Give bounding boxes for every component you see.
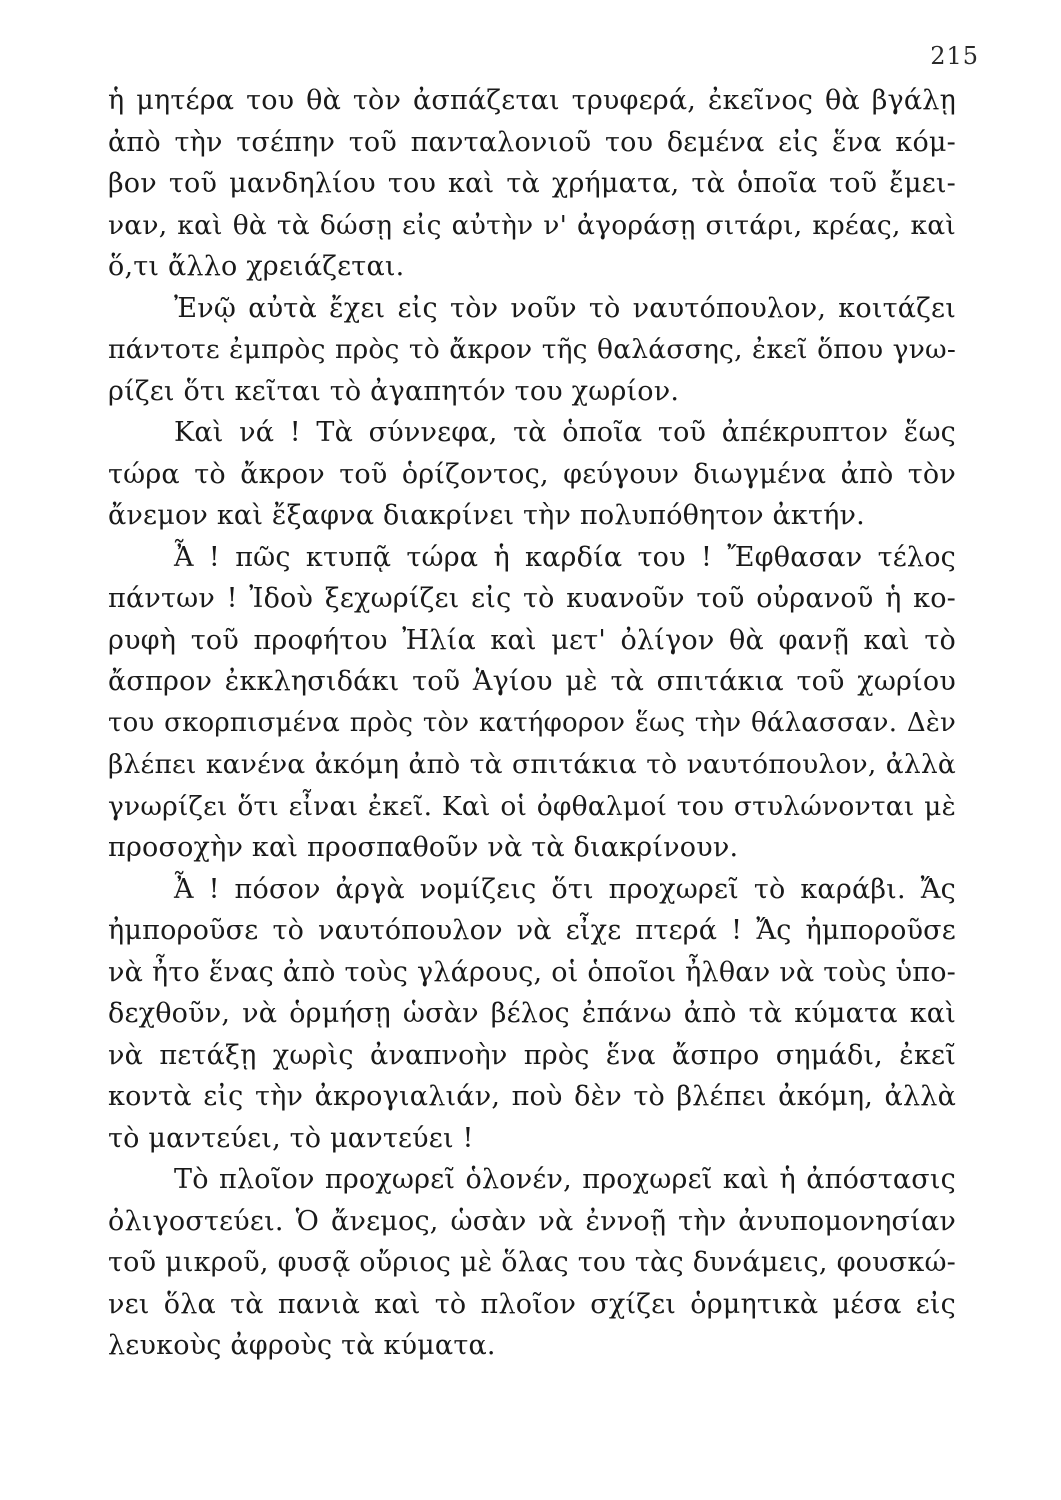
text-line: τώρα τὸ ἄκρον τοῦ ὁρίζοντος, φεύγουν διωγμένα ἀπὸ τὸν	[108, 458, 956, 490]
text-line: ρυφὴ τοῦ προφήτου Ἠλία καὶ μετ' ὀλίγον θὰ φανῇ καὶ τὸ	[108, 624, 956, 656]
text-line: ὅ,τι ἄλλο χρειάζεται.	[108, 251, 405, 282]
text-line: Ἆ ! πόσον ἀργὰ νομίζεις ὅτι προχωρεῖ τὸ καράβι. Ἄς	[174, 873, 956, 905]
text-line: λευκοὺς ἀφροὺς τὰ κύματα.	[108, 1330, 496, 1361]
body-text	[108, 80, 956, 1367]
text-line: νὰ πετάξῃ χωρὶς ἀναπνοὴν πρὸς ἕνα ἄσπρο σημάδι, ἐκεῖ	[108, 1039, 956, 1071]
text-line: τὸ μαντεύει, τὸ μαντεύει !	[108, 1122, 474, 1154]
text-line: ἡ μητέρα του θὰ τὸν ἀσπάζεται τρυφερά, ἐκεῖνος θὰ βγάλῃ	[108, 85, 956, 116]
text-line: Ἐνῷ αὐτὰ ἔχει εἰς τὸν νοῦν τὸ ναυτόπουλον, κοιτάζει	[174, 292, 956, 324]
text-line: Τὸ πλοῖον προχωρεῖ ὁλονέν, προχωρεῖ καὶ ἡ ἀπόστασις	[174, 1164, 956, 1195]
text-line: πάντων ! Ἰδοὺ ξεχωρίζει εἰς τὸ κυανοῦν τοῦ οὐρανοῦ ἡ κο-	[108, 583, 956, 614]
text-line: τοῦ μικροῦ, φυσᾷ οὔριος μὲ ὅλας του τὰς δυνάμεις, φουσκώ-	[108, 1247, 956, 1278]
text-line: κοντὰ εἰς τὴν ἀκρογιαλιάν, ποὺ δὲν τὸ βλέπει ἀκόμη, ἀλλὰ	[108, 1081, 956, 1112]
text-line: πάντοτε ἐμπρὸς πρὸς τὸ ἄκρον τῆς θαλάσσης, ἐκεῖ ὅπου γνω-	[108, 334, 956, 365]
text-line: νὰ ἦτο ἕνας ἀπὸ τοὺς γλάρους, οἱ ὁποῖοι ἦλθαν νὰ τοὺς ὑπο-	[108, 956, 956, 988]
text-line: βον τοῦ μανδηλίου του καὶ τὰ χρήματα, τὰ ὁποῖα τοῦ ἔμει-	[108, 168, 956, 199]
text-line: ἄσπρον ἐκκλησιδάκι τοῦ Ἁγίου μὲ τὰ σπιτάκια τοῦ χωρίου	[108, 666, 956, 697]
text-line: ναν, καὶ θὰ τὰ δώσῃ εἰς αὐτὴν ν' ἀγοράσῃ σιτάρι, κρέας, καὶ	[108, 209, 956, 241]
page-number: 215	[930, 42, 979, 70]
text-line: Ἆ ! πῶς κτυπᾷ τώρα ἡ καρδία του ! Ἔφθασαν τέλος	[174, 541, 956, 573]
text-line: του σκορπισμένα πρὸς τὸν κατήφορον ἕως τὴν θάλασσαν. Δὲν	[108, 707, 956, 738]
text-line: δεχθοῦν, νὰ ὁρμήσῃ ὡσὰν βέλος ἐπάνω ἀπὸ τὰ κύματα καὶ	[108, 998, 956, 1029]
text-line: ἠμποροῦσε τὸ ναυτόπουλον νὰ εἶχε πτερά ! Ἄς ἠμποροῦσε	[108, 915, 956, 946]
text-line: νει ὅλα τὰ πανιὰ καὶ τὸ πλοῖον σχίζει ὁρμητικὰ μέσα εἰς	[108, 1288, 956, 1320]
text-line: Καὶ νά ! Τὰ σύννεφα, τὰ ὁποῖα τοῦ ἀπέκρυπτον ἕως	[174, 417, 956, 448]
text-line: βλέπει κανένα ἀκόμη ἀπὸ τὰ σπιτάκια τὸ ναυτόπουλον, ἀλλὰ	[108, 749, 956, 780]
text-line: ρίζει ὅτι κεῖται τὸ ἀγαπητόν του χωρίον.	[108, 375, 680, 407]
text-line: ὀλιγοστεύει. Ὁ ἄνεμος, ὡσὰν νὰ ἐννοῇ τὴν ἀνυπομονησίαν	[108, 1205, 956, 1237]
text-line: ἀπὸ τὴν τσέπην τοῦ πανταλονιοῦ του δεμένα εἰς ἕνα κόμ-	[108, 126, 956, 158]
text-line: γνωρίζει ὅτι εἶναι ἐκεῖ. Καὶ οἱ ὀφθαλμοί του στυλώνονται μὲ	[108, 790, 956, 822]
text-line: προσοχὴν καὶ προσπαθοῦν νὰ τὰ διακρίνουν.	[108, 832, 739, 863]
text-line: ἄνεμον καὶ ἔξαφνα διακρίνει τὴν πολυπόθητον ἀκτήν.	[108, 500, 865, 531]
